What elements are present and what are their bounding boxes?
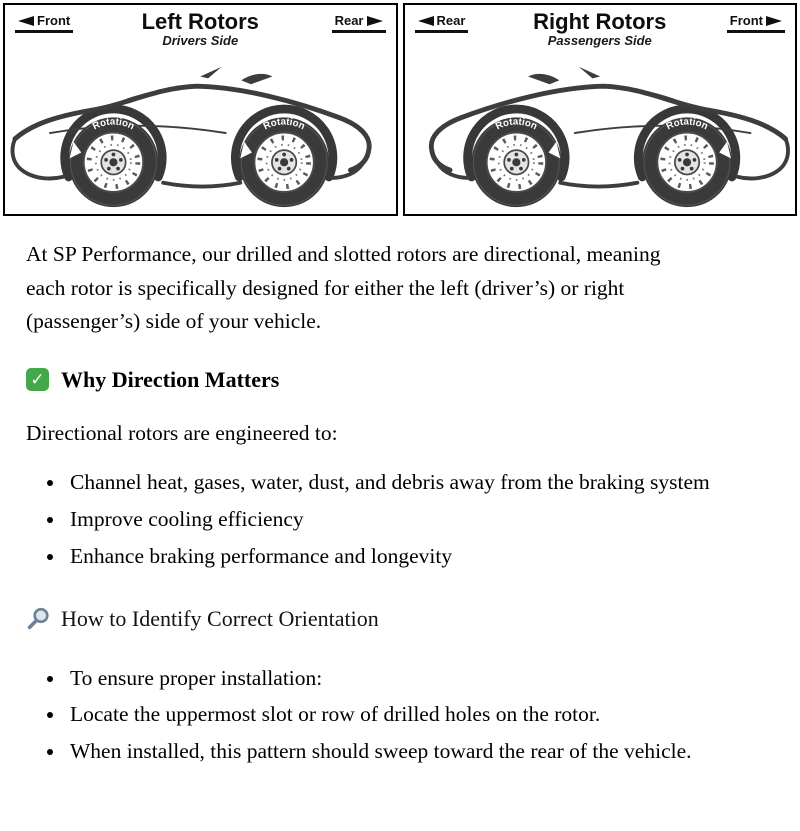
left-rotors-panel <box>3 3 398 216</box>
front-direction-indicator <box>727 13 785 33</box>
panel-title: Right Rotors <box>533 9 667 34</box>
front-direction-indicator <box>15 13 73 33</box>
rear-direction-indicator <box>332 13 386 33</box>
direction-lead-text: Directional rotors are engineered to: <box>26 420 338 445</box>
direction-label: Front <box>729 13 763 28</box>
intro-paragraph: At SP Performance, our drilled and slotted rotors are directional, meaning each rotor is specifically designed for either the left (driver’s) or right (passenger’s) side of your vehicle. <box>26 242 661 334</box>
orientation-steps-list <box>38 662 774 770</box>
list-item: • To ensure proper installation: <box>66 662 734 696</box>
direction-label: Front <box>37 13 71 28</box>
left-car-illustration <box>5 55 396 213</box>
arrow-right-icon <box>766 16 782 26</box>
arrow-right-icon <box>367 16 383 26</box>
identify-orientation-heading <box>26 606 694 632</box>
panel-subtitle: Passengers Side <box>547 33 652 49</box>
heading-text: Why Direction Matters <box>61 366 280 392</box>
rotor-diagram <box>0 0 800 216</box>
rear-wheel-rotor <box>239 117 329 208</box>
rear-wheel-rotor <box>471 117 561 208</box>
why-direction-matters-heading <box>26 367 694 393</box>
right-rotors-panel <box>403 3 798 216</box>
heading-text: How to Identify Correct Orientation <box>61 605 379 631</box>
left-panel-header <box>5 5 396 55</box>
front-wheel-rotor <box>642 117 732 208</box>
list-item: • Improve cooling efficiency <box>66 503 734 537</box>
list-item: • Channel heat, gases, water, dust, and debris away from the braking system <box>66 466 734 500</box>
list-item: • Enhance braking performance and longevity <box>66 540 734 574</box>
right-car-illustration <box>405 55 796 213</box>
list-item: • When installed, this pattern should sweep toward the rear of the vehicle. <box>66 735 734 769</box>
rear-direction-indicator <box>415 13 469 33</box>
direction-label: Rear <box>334 13 364 28</box>
right-panel-header <box>405 5 796 55</box>
arrow-left-icon <box>18 16 34 26</box>
direction-label: Rear <box>436 13 466 28</box>
direction-benefits-list <box>38 466 774 574</box>
panel-title: Left Rotors <box>141 9 259 34</box>
front-wheel-rotor <box>69 117 159 208</box>
magnifier-icon <box>26 606 51 631</box>
article-body <box>0 216 800 831</box>
panel-subtitle: Drivers Side <box>162 33 239 49</box>
list-item: • Locate the uppermost slot or row of drilled holes on the rotor. <box>66 698 734 732</box>
check-icon: ✓ <box>26 368 49 391</box>
arrow-left-icon <box>418 16 434 26</box>
